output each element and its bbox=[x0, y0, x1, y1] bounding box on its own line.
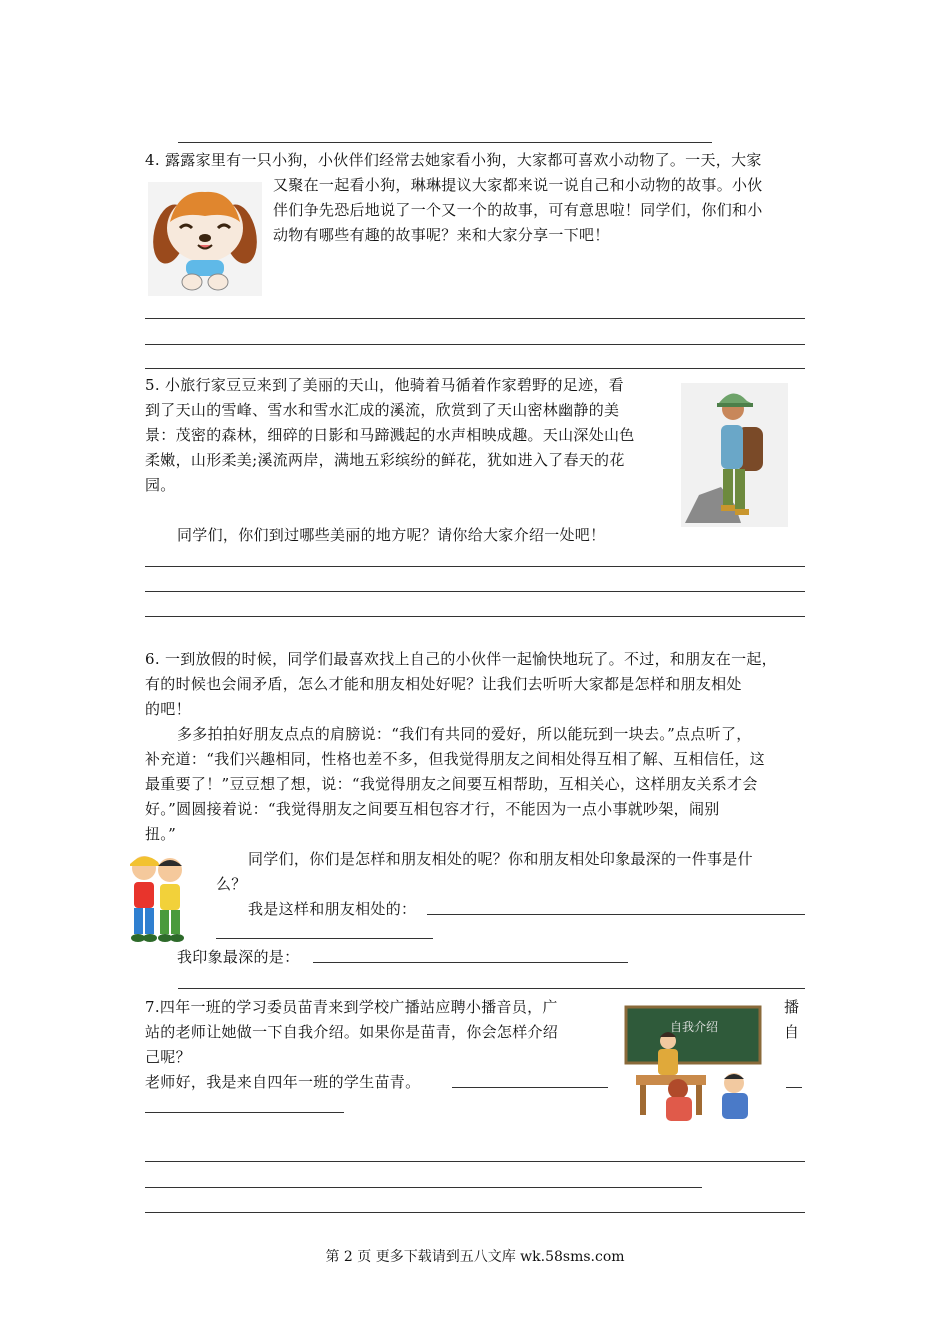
q5-line-3: 景：茂密的森林，细碎的日影和马蹄溅起的水声相映成趣。天山深处山色 bbox=[145, 426, 635, 444]
q7-right-char-2: 自 bbox=[784, 1023, 800, 1041]
q6-prompt bbox=[216, 847, 753, 897]
board-text: 自我介绍 bbox=[669, 1020, 719, 1034]
q7-line-3: 己呢？ bbox=[145, 1048, 191, 1066]
q6-dialog bbox=[145, 722, 765, 847]
answer-line bbox=[145, 591, 805, 592]
q5-prompt: 同学们，你们到过哪些美丽的地方呢？请你给大家介绍一处吧！ bbox=[177, 526, 606, 544]
classroom-illustration bbox=[622, 1005, 770, 1123]
q4-line-2: 又聚在一起看小狗，琳琳提议大家都来说一说自己和小动物的故事。小伙 bbox=[273, 176, 763, 194]
q6-line-1: 6. 一到放假的时候，同学们最喜欢找上自己的小伙伴一起愉快地玩了。不过，和朋友在一起， bbox=[145, 650, 777, 668]
q4-paragraph bbox=[273, 173, 763, 248]
answer-line bbox=[145, 566, 805, 567]
answer-line bbox=[145, 344, 805, 345]
q7-paragraph bbox=[145, 995, 558, 1070]
q5-paragraph bbox=[145, 373, 635, 498]
q6-dialog-line-1: 多多拍拍好朋友点点的肩膀说：“我们有共同的爱好，所以能玩到一块去。”点点听了， bbox=[177, 725, 752, 743]
answer-line[interactable] bbox=[452, 1087, 608, 1088]
answer-line[interactable] bbox=[145, 1112, 344, 1113]
q7-line-2: 站的老师让她做一下自我介绍。如果你是苗青，你会怎样介绍 bbox=[145, 1023, 559, 1041]
q6-dialog-line-3: 最重要了！”豆豆想了想，说：“我觉得朋友之间要互相帮助，互相关心，这样朋友关系才会 bbox=[145, 775, 758, 793]
puppy-illustration bbox=[148, 182, 262, 296]
q6-dialog-line-2: 补充道：“我们兴趣相同，性格也差不多，但我觉得朋友之间相处得互相了解、互相信任，这 bbox=[145, 750, 765, 768]
q5-line-5: 园。 bbox=[145, 476, 176, 494]
q4-line-4: 动物有哪些有趣的故事呢？来和大家分享一下吧！ bbox=[273, 226, 610, 244]
hiker-illustration bbox=[681, 383, 788, 527]
q6-dialog-line-5: 扭。” bbox=[145, 825, 177, 843]
answer-line bbox=[145, 318, 805, 319]
q7-right-char-1: 播 bbox=[784, 998, 800, 1016]
q4-line-3: 伴们争先恐后地说了一个又一个的故事，可有意思啦！同学们，你们和小 bbox=[273, 201, 763, 219]
q6-answer-label: 我是这样和朋友相处的： bbox=[248, 900, 417, 918]
answer-line[interactable] bbox=[786, 1087, 802, 1088]
answer-line bbox=[178, 988, 805, 989]
q7-answer-start: 老师好，我是来自四年一班的学生苗青。 bbox=[145, 1073, 421, 1091]
q7-line-1: 7.四年一班的学习委员苗青来到学校广播站应聘小播音员，广 bbox=[145, 998, 558, 1016]
answer-line[interactable] bbox=[313, 962, 628, 963]
q6-line-2: 有的时候也会闹矛盾，怎么才能和朋友相处好呢？让我们去听听大家都是怎样和朋友相处 bbox=[145, 675, 742, 693]
answer-line bbox=[178, 142, 712, 143]
answer-line[interactable] bbox=[427, 914, 805, 915]
answer-line bbox=[145, 616, 805, 617]
q5-line-2: 到了天山的雪峰、雪水和雪水汇成的溪流，欣赏到了天山密林幽静的美 bbox=[145, 401, 620, 419]
q5-line-4: 柔嫩，山形柔美;溪流两岸，满地五彩缤纷的鲜花，犹如进入了春天的花 bbox=[145, 451, 625, 469]
q6-prompt-line-1: 同学们，你们是怎样和朋友相处的呢？你和朋友相处印象最深的一件事是什 bbox=[248, 850, 753, 868]
answer-line bbox=[145, 1212, 805, 1213]
q6-prompt-line-2: 么？ bbox=[216, 875, 247, 893]
q6-paragraph bbox=[145, 647, 777, 722]
answer-line bbox=[145, 1187, 702, 1188]
q6-line-3: 的吧！ bbox=[145, 700, 191, 718]
answer-line bbox=[145, 368, 805, 369]
q6-dialog-line-4: 好。”圆圆接着说：“我觉得朋友之间要互相包容才行，不能因为一点小事就吵架，闹别 bbox=[145, 800, 720, 818]
page-footer: 第 2 页 更多下载请到五八文库 wk.58sms.com bbox=[325, 1249, 625, 1265]
q6-deepest-label: 我印象最深的是： bbox=[177, 948, 300, 966]
answer-line[interactable] bbox=[216, 938, 433, 939]
q5-line-1: 5. 小旅行家豆豆来到了美丽的天山，他骑着马循着作家碧野的足迹，看 bbox=[145, 376, 624, 394]
answer-line bbox=[145, 1161, 805, 1162]
q4-line-1: 4. 露露家里有一只小狗，小伙伴们经常去她家看小狗，大家都可喜欢小动物了。一天，大家 bbox=[145, 151, 762, 169]
friends-illustration bbox=[120, 852, 195, 944]
